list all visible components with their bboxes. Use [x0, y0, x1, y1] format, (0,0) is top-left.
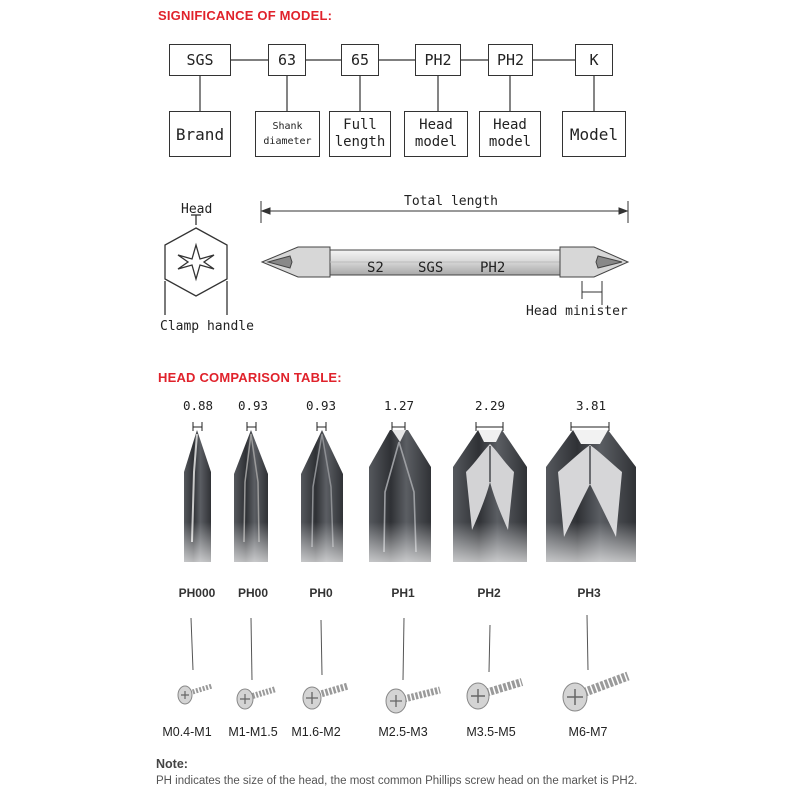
- total-length-label: Total length: [404, 194, 498, 209]
- screw-label-ph1: M2.5-M3: [378, 725, 428, 739]
- head-label: Head: [181, 202, 213, 217]
- screw-m25-m3: [386, 689, 440, 713]
- head-name-ph000: PH000: [178, 586, 216, 600]
- code-box-brand: [169, 44, 231, 76]
- code-text: 63: [277, 51, 297, 69]
- screw-label-ph0: M1.6-M2: [291, 725, 341, 739]
- code-box-length: [341, 44, 379, 76]
- clamp-handle-label: Clamp handle: [160, 319, 254, 334]
- bit-text-ph2: PH2: [480, 260, 506, 276]
- head-name-ph00: PH00: [237, 586, 269, 600]
- screw-m35-m5: [467, 682, 522, 709]
- bit-text-sgs: SGS: [418, 260, 444, 276]
- meaning-line-1: Model: [569, 124, 619, 144]
- double-end-bit: [262, 247, 628, 277]
- meaning-box-head-2: [479, 111, 541, 157]
- head-name-ph0: PH0: [309, 586, 333, 600]
- head-bits-illustration: [0, 412, 800, 592]
- meaning-line-2: model: [488, 134, 532, 150]
- head-name-ph3: PH3: [577, 586, 601, 600]
- code-text: SGS: [186, 51, 214, 69]
- screw-m16-m2: [303, 686, 348, 709]
- meaning-line-2: model: [414, 134, 458, 150]
- hex-end-view: [165, 215, 227, 315]
- meaning-line-1: Shank: [272, 121, 303, 132]
- screw-label-ph000: M0.4-M1: [162, 725, 212, 739]
- meaning-box-model: [562, 111, 626, 157]
- bit-text-s2: S2: [367, 260, 384, 276]
- meaning-line-1: Full: [343, 117, 377, 133]
- screw-m6-m7: [563, 676, 628, 711]
- code-box-head-2: [488, 44, 533, 76]
- code-box-model: [575, 44, 613, 76]
- code-box-head-1: [415, 44, 461, 76]
- head-size-ph2: 2.29: [474, 398, 506, 413]
- head-name-ph2: PH2: [477, 586, 501, 600]
- meaning-box-brand: [169, 111, 231, 157]
- screw-label-ph2: M3.5-M5: [466, 725, 516, 739]
- screw-label-ph00: M1-M1.5: [228, 725, 278, 739]
- meaning-line-1: Head: [419, 117, 453, 133]
- note-title: Note:: [156, 757, 188, 771]
- screw-m04-m1: [178, 686, 212, 704]
- model-section-title: SIGNIFICANCE OF MODEL:: [158, 8, 333, 23]
- screws-illustration: [0, 610, 800, 730]
- head-size-ph000: 0.88: [182, 398, 214, 413]
- head-size-ph3: 3.81: [575, 398, 607, 413]
- meaning-line-2: length: [334, 134, 386, 150]
- meaning-line-2: diameter: [263, 136, 312, 147]
- code-box-shank: [268, 44, 306, 76]
- head-size-ph1: 1.27: [383, 398, 415, 413]
- screw-label-ph3: M6-M7: [568, 725, 608, 739]
- bit-diagram: [0, 195, 800, 355]
- meaning-box-length: [329, 111, 391, 157]
- code-text: 65: [350, 51, 370, 69]
- meaning-box-head-1: [404, 111, 468, 157]
- model-connectors: [0, 0, 800, 170]
- code-text: PH2: [496, 51, 525, 69]
- note-text: PH indicates the size of the head, the most common Phillips screw head on the market is PH2.: [156, 775, 638, 787]
- meaning-line-1: Head: [493, 117, 527, 133]
- meaning-box-shank: [255, 111, 320, 157]
- screw-m1-m15: [237, 689, 276, 709]
- head-size-ph00: 0.93: [237, 398, 269, 413]
- comparison-section-title: HEAD COMPARISON TABLE:: [158, 370, 342, 385]
- head-size-ph0: 0.93: [305, 398, 337, 413]
- code-text: PH2: [424, 51, 452, 69]
- head-minister-label: Head minister: [526, 304, 628, 319]
- code-text: K: [589, 51, 599, 69]
- meaning-line-1: Brand: [175, 124, 225, 144]
- head-name-ph1: PH1: [391, 586, 415, 600]
